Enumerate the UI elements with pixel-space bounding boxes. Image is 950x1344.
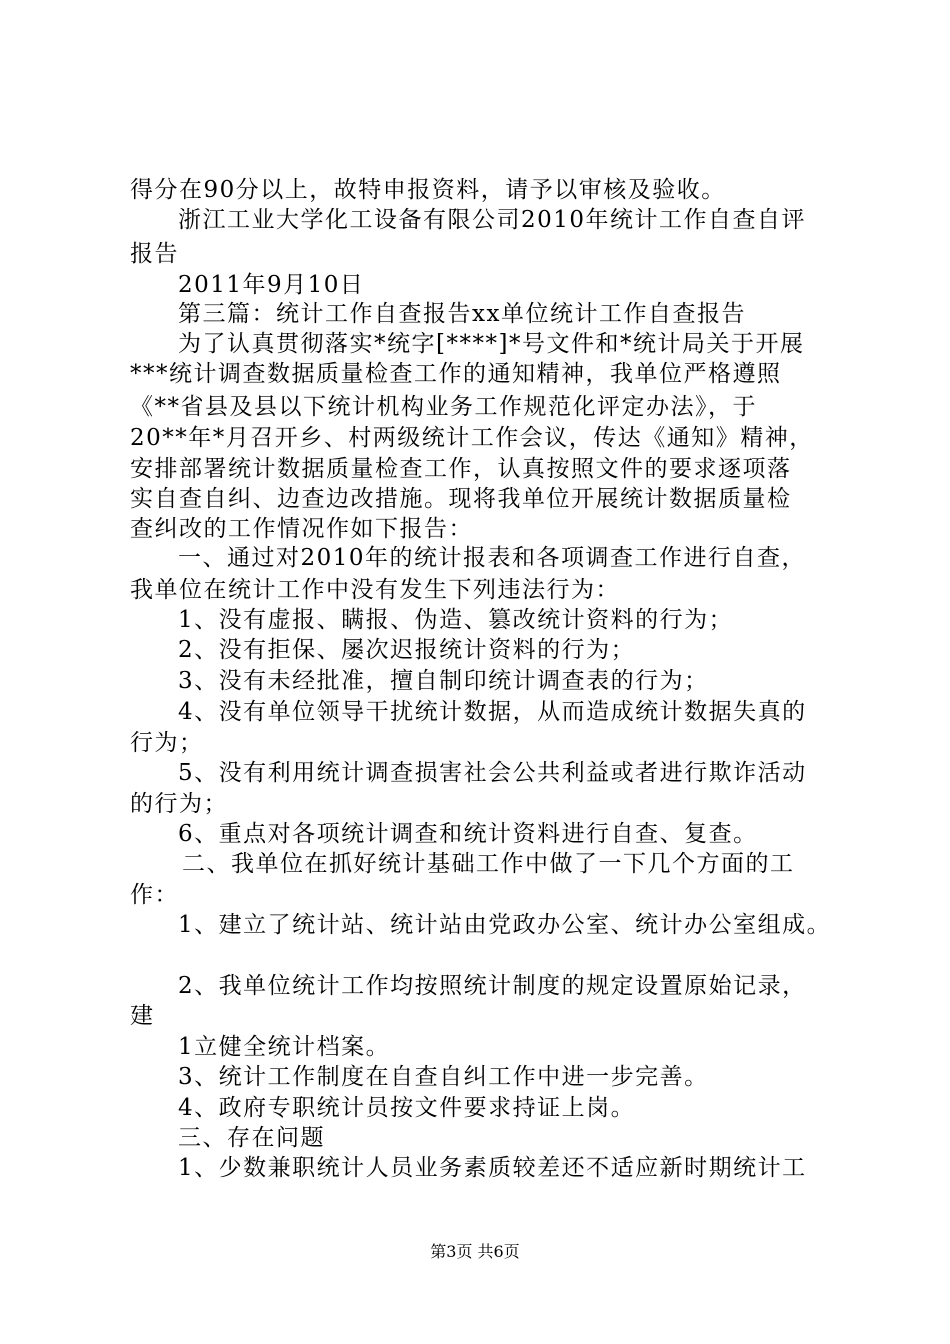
list-item: 6、重点对各项统计调查和统计资料进行自查、复查。 [178, 821, 758, 847]
list-item: 的行为； [130, 791, 228, 817]
body-line: 查纠改的工作情况作如下报告： [130, 516, 473, 542]
body-line: 作： [130, 882, 179, 908]
body-line: ***统计调查数据质量检查工作的通知精神，我单位严格遵照 [130, 361, 782, 387]
list-item: 1、少数兼职统计人员业务素质较差还不适应新时期统计工 [178, 1155, 807, 1181]
list-item: 4、政府专职统计员按文件要求持证上岗。 [178, 1095, 636, 1121]
body-line: 2011年9月10日 [178, 272, 365, 298]
body-line: 一、通过对2010年的统计报表和各项调查工作进行自查， [178, 545, 807, 571]
body-line: 报告 [130, 241, 179, 267]
list-item: 行为； [130, 730, 204, 756]
list-item: 建 [130, 1003, 155, 1029]
list-item: 3、没有未经批准，擅自制印统计调查表的行为； [178, 668, 709, 694]
list-item: 3、统计工作制度在自查自纠工作中进一步完善。 [178, 1064, 709, 1090]
body-line: 二、我单位在抓好统计基础工作中做了一下几个方面的工 [182, 851, 795, 877]
body-line: 我单位在统计工作中没有发生下列违法行为： [130, 577, 620, 603]
list-item: 2、我单位统计工作均按照统计制度的规定设置原始记录， [178, 973, 807, 999]
body-line: 为了认真贯彻落实*统字[****]*号文件和*统计局关于开展 [178, 331, 805, 357]
list-item: 1立健全统计档案。 [178, 1034, 391, 1060]
body-line: 得分在90分以上，故特申报资料，请予以审核及验收。 [130, 177, 726, 203]
section-heading: 第三篇：统计工作自查报告xx单位统计工作自查报告 [178, 301, 746, 327]
list-item: 4、没有单位领导干扰统计数据，从而造成统计数据失真的 [178, 699, 807, 725]
list-item: 5、没有利用统计调查损害社会公共利益或者进行欺诈活动 [178, 760, 807, 786]
body-line: 20**年*月召开乡、村两级统计工作会议，传达《通知》精神， [130, 425, 814, 451]
page-number: 第3页 共6页 [430, 1242, 520, 1261]
list-item: 2、没有拒保、屡次迟报统计资料的行为； [178, 637, 636, 663]
list-item: 1、没有虚报、瞒报、伪造、篡改统计资料的行为； [178, 607, 734, 633]
body-line: 实自查自纠、边查边改措施。现将我单位开展统计数据质量检 [130, 486, 792, 512]
body-line: 安排部署统计数据质量检查工作，认真按照文件的要求逐项落 [130, 456, 792, 482]
body-line: 浙江工业大学化工设备有限公司2010年统计工作自查自评 [178, 207, 807, 233]
body-line: 《**省县及县以下统计机构业务工作规范化评定办法》，于 [130, 394, 757, 420]
section-heading: 三、存在问题 [178, 1125, 325, 1151]
list-item: 1、建立了统计站、统计站由党政办公室、统计办公室组成。 [178, 912, 832, 938]
